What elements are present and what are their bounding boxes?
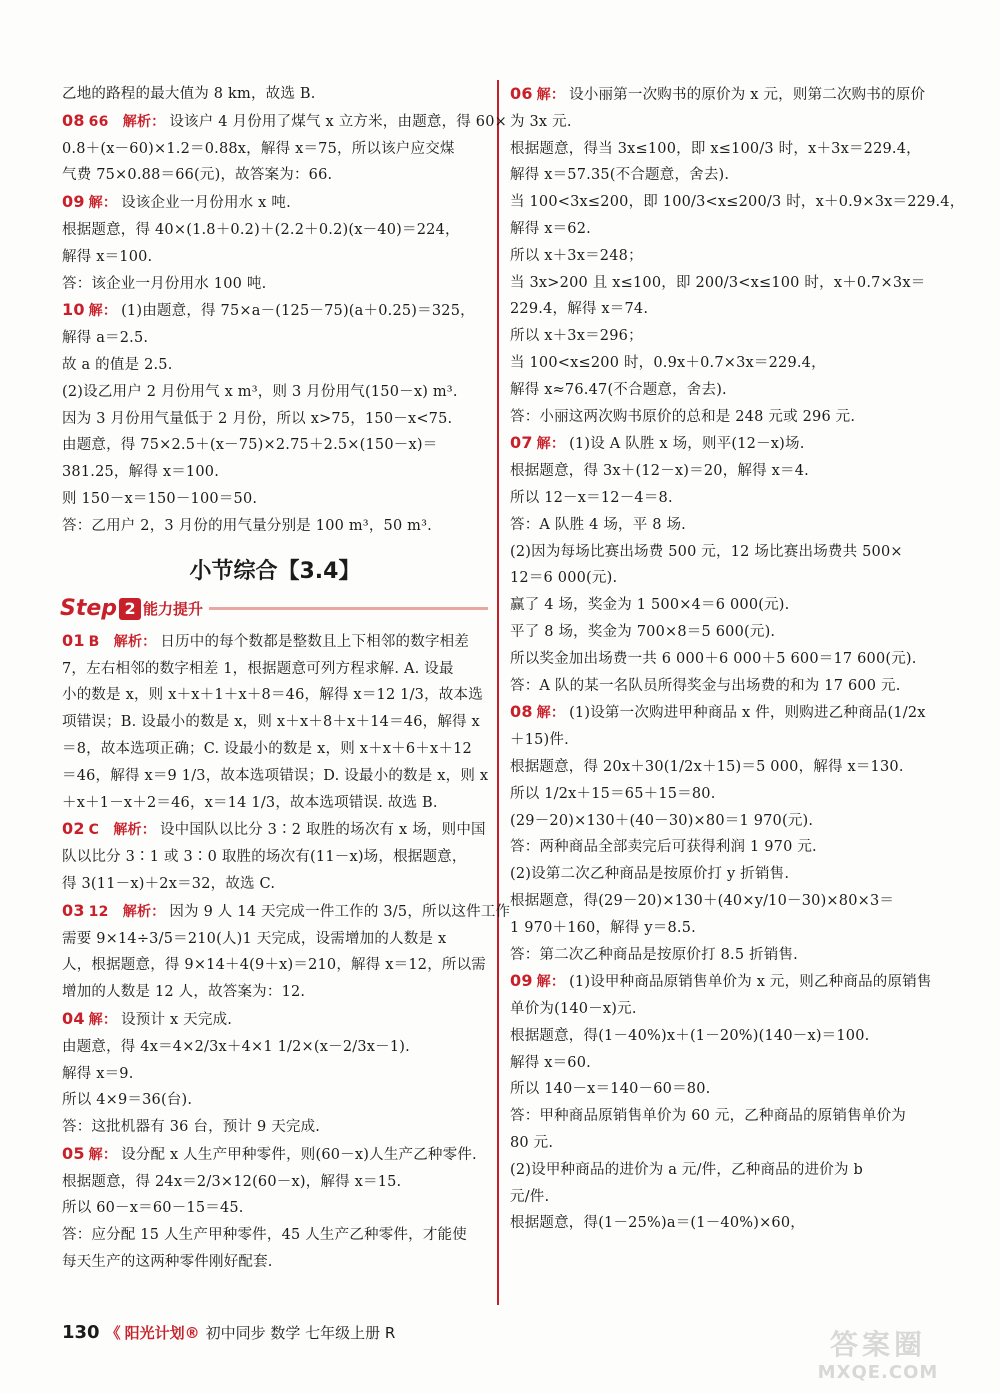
- answer-text: 根据题意，得 3x＋(12－x)＝20，解得 x＝4.: [510, 463, 809, 480]
- answer-text: 每天生产的这两种零件刚好配套.: [62, 1254, 273, 1271]
- answer-text: 1 970＋160，解得 y＝8.5.: [510, 919, 696, 936]
- answer-line: [62, 192, 488, 213]
- answer-tag: 解：: [536, 705, 566, 722]
- answer-line: [510, 219, 940, 239]
- answer-line: [62, 739, 488, 759]
- answer-text: 平了 8 场，奖金为 700×8＝5 600(元).: [510, 623, 776, 640]
- answer-text: 80 元.: [510, 1135, 554, 1152]
- answer-text: 答：这批机器有 36 台，预计 9 天完成.: [62, 1119, 321, 1136]
- answer-text: 所以 x＋3x＝248；: [510, 247, 643, 264]
- answer-text: 设预计 x 天完成.: [121, 1011, 233, 1028]
- step-label: 能力提升: [143, 600, 204, 619]
- right-column: [510, 84, 965, 1240]
- answer-text: 日历中的每个数都是整数且上下相邻的数字相差: [160, 633, 470, 650]
- answer-line: [62, 328, 488, 348]
- answer-line: [510, 811, 940, 831]
- answer-text: 项错误；B. 设最小的数是 x，则 x＋x＋8＋x＋14＝46，解得 x: [62, 714, 480, 731]
- answer-text: 答：A 队胜 4 场，平 8 场.: [510, 516, 686, 533]
- answer-line: [510, 622, 940, 642]
- answer-text: ＋15)件.: [510, 732, 569, 749]
- answer-text: 当 100<3x≤200，即 100/3<x≤200/3 时，x＋0.9×3x＝229.4，: [510, 194, 965, 211]
- page-footer: [62, 1322, 395, 1343]
- answer-line: 乙地的路程的最大值为 8 km，故选 B.: [62, 86, 316, 102]
- answer-line: [62, 685, 488, 705]
- answer-line: [510, 837, 940, 857]
- answer-tag: 解：: [536, 974, 566, 991]
- answer-line: [62, 1064, 488, 1084]
- answer-text: 解得 x＝60.: [510, 1054, 591, 1071]
- answer-line: [62, 516, 488, 536]
- answer-text: 解得 x＝62.: [510, 220, 591, 237]
- answer-text: 根据题意，得 40×(1.8＋0.2)＋(2.2＋0.2)(x－40)＝224，: [62, 221, 460, 238]
- answer-text: 解得 x＝57.35(不合题意，舍去).: [510, 167, 730, 184]
- answer-text: (1)由题意，得 75×a－(125－75)(a＋0.25)＝325，: [121, 303, 475, 320]
- answer-tag: 解：: [88, 1011, 118, 1028]
- question-number: 08: [62, 110, 85, 130]
- answer-line: [510, 1213, 940, 1233]
- answer-block: [510, 433, 940, 695]
- answer-line: [510, 84, 940, 105]
- answer-text: 因为 9 人 14 天完成一件工作的 3/5，所以这件工作: [169, 903, 511, 920]
- answer-line: [62, 462, 488, 482]
- left-pre-text: [62, 84, 488, 104]
- answer-block: [510, 84, 965, 427]
- answer-line: [510, 326, 940, 346]
- answer-line: [62, 1009, 488, 1030]
- answer-text: 0.8＋(x－60)×1.2＝0.88x，解得 x＝75，所以该户应交煤: [62, 140, 455, 157]
- answer-line: [62, 355, 488, 375]
- right-answers: [510, 84, 965, 1233]
- answer-text: 答：A 队的某一名队员所得奖金与出场费的和为 17 600 元.: [510, 677, 901, 694]
- left-answers-group-2: [62, 630, 511, 1272]
- answer-text: 因为 3 月份用气量低于 2 月份，所以 x>75，150－x<75.: [62, 410, 453, 427]
- answer-tag: 12 解析：: [88, 903, 166, 920]
- answer-text: 增加的人数是 12 人，故答案为：12.: [62, 984, 306, 1001]
- answer-tag: 解：: [536, 436, 566, 453]
- brand-name: 阳光计划®: [124, 1324, 200, 1342]
- answer-line: [62, 435, 488, 455]
- answer-block: [62, 900, 511, 1002]
- answer-line: [62, 819, 488, 840]
- answer-line: [510, 1133, 940, 1153]
- answer-text: 赢了 4 场，奖金为 1 500×4＝6 000(元).: [510, 597, 790, 614]
- left-column: [60, 84, 511, 1279]
- step-banner: [60, 595, 488, 623]
- answer-line: [62, 766, 488, 786]
- answer-line: [62, 982, 488, 1002]
- answer-text: 人，根据题意，得 9×14＋4(9＋x)＝210，解得 x＝12，所以需: [62, 957, 486, 974]
- question-number: 05: [62, 1143, 85, 1163]
- answer-text: 根据题意，得 24x＝2/3×12(60－x)，解得 x＝15.: [62, 1173, 402, 1190]
- question-number: 08: [510, 702, 533, 722]
- answer-text: (2)设乙用户 2 月份用气 x m³，则 3 月份用气(150－x) m³.: [62, 383, 458, 400]
- answer-line: [510, 891, 940, 911]
- section-title: 小节综合【3.4】: [189, 558, 361, 584]
- answer-line: [510, 433, 940, 454]
- answer-line: [62, 1252, 488, 1272]
- answer-text: 当 3x>200 且 x≤100，即 200/3<x≤100 时，x＋0.7×3x＝: [510, 274, 926, 291]
- answer-text: 381.25，解得 x＝100.: [62, 464, 220, 481]
- answer-line: [510, 595, 940, 615]
- answer-tag: 解：: [88, 303, 118, 320]
- answer-line: [510, 353, 940, 373]
- column-divider: [497, 80, 499, 1305]
- answer-line: [510, 515, 940, 535]
- answer-line: [510, 1026, 940, 1046]
- answer-line: [510, 542, 940, 562]
- answer-text: 设小丽第一次购书的原价为 x 元，则第二次购书的原价: [569, 87, 926, 103]
- answer-text: 答：应分配 15 人生产甲种零件，45 人生产乙种零件，才能使: [62, 1227, 467, 1244]
- answer-block: [62, 110, 508, 186]
- answer-line: [62, 847, 488, 867]
- answer-line: [510, 730, 940, 750]
- answer-line: [510, 246, 940, 266]
- answer-text: 12＝6 000(元).: [510, 570, 618, 587]
- answer-block: [62, 192, 488, 293]
- answer-text: 队以比分 3∶1 或 3∶0 取胜的场次有(11－x)场，根据题意，: [62, 849, 467, 866]
- answer-line: [510, 273, 940, 293]
- answer-line: [510, 999, 940, 1019]
- answer-text: 答：甲种商品原销售单价为 60 元，乙种商品的原销售单价为: [510, 1108, 906, 1125]
- answer-line: [510, 380, 940, 400]
- answer-line: [510, 1106, 940, 1126]
- answer-text: 由题意，得 75×2.5＋(x－75)×2.75＋2.5×(150－x)＝: [62, 437, 438, 454]
- answer-text: 答：该企业一月份用水 100 吨.: [62, 275, 267, 292]
- answer-line: [510, 568, 940, 588]
- answer-line: [62, 300, 488, 321]
- answer-text: 故 a 的值是 2.5.: [62, 356, 173, 373]
- answer-line: [510, 488, 940, 508]
- answer-text: 得 3(11－x)＋2x＝32，故选 C.: [62, 875, 276, 892]
- answer-block: [62, 1009, 488, 1137]
- answer-line: [510, 702, 940, 723]
- answer-line: [62, 1225, 488, 1245]
- answer-tag: 66 解析：: [88, 113, 166, 130]
- answer-text: 为 3x 元.: [510, 113, 572, 130]
- answer-text: 设分配 x 人生产甲种零件，则(60－x)人生产乙种零件.: [121, 1146, 477, 1163]
- answer-line: [62, 409, 488, 429]
- watermark-logo: [778, 1328, 978, 1388]
- answer-block: [510, 971, 940, 1233]
- answer-line: [62, 631, 488, 652]
- answer-text: 根据题意，得 20x＋30(1/2x＋15)＝5 000，解得 x＝130.: [510, 758, 904, 775]
- answer-text: 由题意，得 4x＝4×2/3x＋4×1 1/2×(x－2/3x－1).: [62, 1038, 410, 1055]
- answer-text: 元/件.: [510, 1188, 550, 1205]
- question-number: 07: [510, 433, 533, 453]
- answer-line: [510, 192, 965, 212]
- answer-line: [62, 139, 488, 159]
- answer-line: [62, 1172, 488, 1192]
- question-number: 02: [62, 819, 85, 839]
- answer-line: [510, 165, 940, 185]
- left-answers-group-1: [62, 110, 508, 536]
- answer-text: 根据题意，得(1－40%)x＋(1－20%)(140－x)＝100.: [510, 1027, 870, 1044]
- answer-tag: C 解析：: [88, 822, 156, 839]
- answer-block: [62, 1144, 488, 1272]
- answer-line: [510, 299, 940, 319]
- answer-line: [510, 1187, 940, 1207]
- chevron-icon: 《: [105, 1324, 121, 1342]
- answer-line: [510, 676, 940, 696]
- question-number: 03: [62, 900, 85, 920]
- answer-line: [62, 165, 488, 185]
- answer-tag: B 解析：: [88, 633, 157, 650]
- answer-tag: 解：: [88, 195, 118, 212]
- answer-text: (2)因为每场比赛出场费 500 元，12 场比赛出场费共 500×: [510, 543, 903, 560]
- answer-line: [62, 220, 488, 240]
- answer-line: [510, 784, 940, 804]
- answer-text: (29－20)×130＋(40－30)×80＝1 970(元).: [510, 812, 814, 829]
- answer-line: [510, 757, 940, 777]
- answer-text: 所以 12－x＝12－4＝8.: [510, 489, 673, 506]
- answer-line: [510, 1160, 940, 1180]
- page-number: 130: [62, 1322, 100, 1343]
- answer-line: [510, 407, 940, 427]
- answer-text: 设该企业一月份用水 x 吨.: [121, 195, 291, 212]
- answer-line: [510, 1079, 940, 1099]
- answer-line: [62, 1037, 488, 1057]
- answer-text: 设该户 4 月份用了煤气 x 立方米，由题意，得 60×: [169, 113, 508, 130]
- answer-line: [62, 1144, 488, 1165]
- answer-text: (2)设甲种商品的进价为 a 元/件，乙种商品的进价为 b: [510, 1161, 863, 1178]
- answer-tag: 解：: [536, 87, 566, 103]
- answer-text: ＝46，解得 x＝9 1/3，故本选项错误；D. 设最小的数是 x，则 x: [62, 767, 489, 784]
- answer-line: [510, 139, 940, 159]
- answer-block: [62, 631, 488, 813]
- answer-text: 答：小丽这两次购书原价的总和是 248 元或 296 元.: [510, 408, 856, 425]
- answer-text: 解得 a＝2.5.: [62, 330, 149, 347]
- answer-text: 设中国队以比分 3∶2 取胜的场次有 x 场，则中国: [159, 822, 486, 839]
- answer-text: (1)设甲种商品原销售单价为 x 元，则乙种商品的原销售: [569, 974, 932, 991]
- answer-text: 解得 x＝100.: [62, 248, 153, 265]
- question-number: 09: [62, 192, 85, 212]
- answer-line: [62, 274, 488, 294]
- answer-line: [62, 382, 488, 402]
- answer-text: 需要 9×14÷3/5＝210(人)1 天完成，设需增加的人数是 x: [62, 930, 447, 947]
- answer-text: 小的数是 x，则 x＋x＋1＋x＋8＝46，解得 x＝12 1/3，故本选: [62, 687, 483, 704]
- step-bar: [209, 607, 488, 610]
- answer-text: 所以 x＋3x＝296；: [510, 328, 643, 345]
- answer-text: ＋x＋1－x＋2＝46，x＝14 1/3，故本选项错误. 故选 B.: [62, 794, 438, 811]
- answer-text: 答：第二次乙种商品是按原价打 8.5 折销售.: [510, 946, 798, 963]
- question-number: 01: [62, 630, 85, 650]
- answer-tag: 解：: [88, 1146, 118, 1163]
- answer-text: 答：两种商品全部卖完后可获得利润 1 970 元.: [510, 839, 817, 856]
- question-number: 09: [510, 971, 533, 991]
- answer-text: 所以 1/2x＋15＝65＋15＝80.: [510, 785, 716, 802]
- question-number: 04: [62, 1008, 85, 1028]
- answer-text: 解得 x≈76.47(不合题意，舍去).: [510, 381, 727, 398]
- answer-line: [510, 945, 940, 965]
- answer-text: 所以 60－x＝60－15＝45.: [62, 1200, 244, 1217]
- answer-line: [62, 955, 488, 975]
- answer-text: 7，左右相邻的数字相差 1，根据题意可列方程求解. A. 设最: [62, 660, 454, 677]
- answer-line: [62, 1090, 488, 1110]
- answer-line: [62, 929, 488, 949]
- answer-line: [62, 247, 488, 267]
- watermark-text: 答案圈: [829, 1328, 926, 1361]
- answer-text: 根据题意，得当 3x≤100，即 x≤100/3 时，x＋3x＝229.4，: [510, 140, 921, 157]
- answer-text: 答：乙用户 2，3 月份的用气量分别是 100 m³，50 m³.: [62, 517, 432, 534]
- answer-line: [510, 864, 940, 884]
- answer-line: [62, 900, 511, 922]
- answer-line: [62, 793, 488, 813]
- answer-text: (1)设 A 队胜 x 场，则平(12－x)场.: [569, 436, 805, 453]
- answer-line: [510, 112, 940, 132]
- answer-line: [62, 712, 488, 732]
- book-info: 初中同步 数学 七年级上册 R: [205, 1324, 396, 1342]
- answer-text: 则 150－x＝150－100＝50.: [62, 490, 258, 507]
- question-number: 06: [510, 84, 533, 103]
- answer-text: 所以 4×9＝36(台).: [62, 1092, 193, 1109]
- answer-line: [510, 1053, 940, 1073]
- answer-line: [62, 110, 508, 132]
- answer-text: 解得 x＝9.: [62, 1065, 134, 1082]
- answer-text: 所以 140－x＝140－60＝80.: [510, 1081, 711, 1098]
- answer-line: [62, 874, 488, 894]
- step-word: Step: [60, 596, 118, 622]
- answer-block: [62, 819, 488, 894]
- answer-text: 229.4，解得 x＝74.: [510, 301, 649, 318]
- answer-text: 根据题意，得(1－25%)a＝(1－40%)×60，: [510, 1215, 805, 1232]
- answer-text: 单价为(140－x)元.: [510, 1001, 637, 1018]
- answer-line: [510, 971, 940, 992]
- answer-line: [62, 1117, 488, 1137]
- answer-text: (1)设第一次购进甲种商品 x 件，则购进乙种商品(1/2x: [569, 705, 926, 722]
- answer-line: [62, 489, 488, 509]
- watermark-url: MXQE.COM: [817, 1362, 939, 1383]
- answer-line: [510, 649, 940, 669]
- answer-text: 气费 75×0.88＝66(元)，故答案为：66.: [62, 167, 333, 184]
- answer-text: (2)设第二次乙种商品是按原价打 y 折销售.: [510, 866, 790, 883]
- answer-block: [62, 300, 488, 535]
- answer-block: [510, 702, 940, 964]
- step-number: 2: [119, 598, 141, 620]
- answer-text: 所以奖金加出场费一共 6 000＋6 000＋5 600＝17 600(元).: [510, 650, 917, 667]
- answer-line: [62, 1198, 488, 1218]
- answer-line: [510, 918, 940, 938]
- answer-line: [510, 461, 940, 481]
- answer-text: 根据题意，得(29－20)×130＋(40×y/10－30)×80×3＝: [510, 892, 895, 909]
- answer-text: ＝8，故本选项正确；C. 设最小的数是 x，则 x＋x＋6＋x＋12: [62, 740, 472, 757]
- answer-line: [62, 659, 488, 679]
- answer-text: 当 100<x≤200 时，0.9x＋0.7×3x＝229.4，: [510, 354, 826, 371]
- question-number: 10: [62, 300, 85, 320]
